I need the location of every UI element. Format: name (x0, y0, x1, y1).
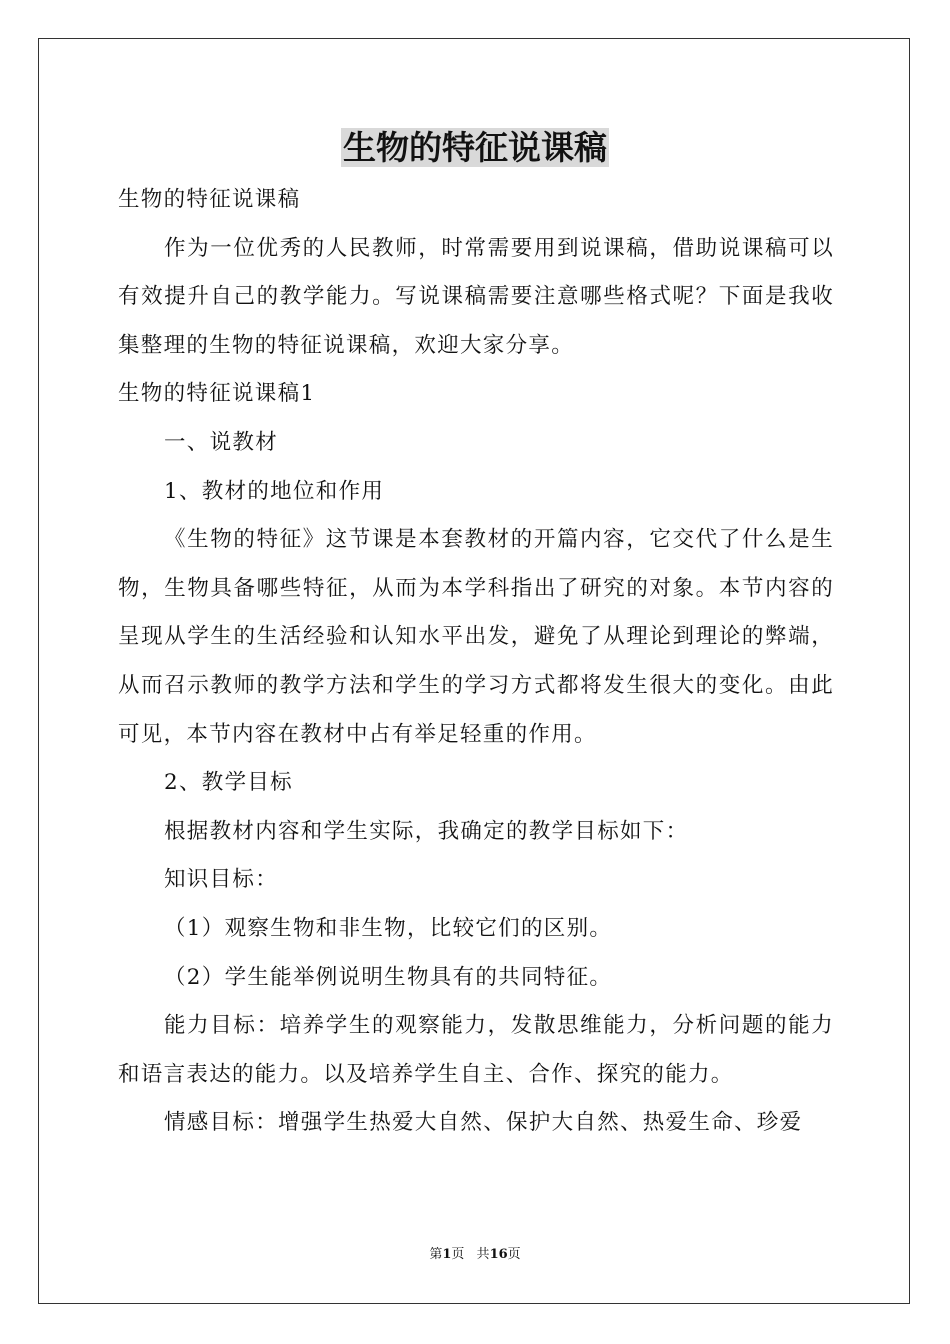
page-prefix: 第 (429, 1247, 443, 1262)
total-pages: 16 (489, 1247, 508, 1262)
total-indicator (477, 1247, 521, 1262)
paragraph: 情感目标：增强学生热爱大自然、保护大自然、热爱生命、珍爱 (164, 1110, 803, 1136)
paragraph: 能力目标：培养学生的观察能力，发散思维能力，分析问题的能力和语言表达的能力。以及培养学生自主、合作、探究的能力。 (118, 1013, 834, 1087)
total-suffix: 页 (507, 1247, 521, 1262)
paragraph: 2、教学目标 (164, 770, 293, 796)
paragraph: 根据教材内容和学生实际，我确定的教学目标如下： (164, 818, 689, 844)
section-heading: 生物的特征说课稿1 (118, 381, 316, 407)
document-body (118, 176, 834, 1148)
paragraph: 知识目标： (164, 867, 279, 893)
paragraph: 《生物的特征》这节课是本套教材的开篇内容，它交代了什么是生物，生物具备哪些特征，从而为本学科指出了研究的对象。本节内容的呈现从学生的生活经验和认知水平出发，避免了从理论到理论的弊端，从而召示教师的教学方法和学生的学习方式都将发生很大的变化。由此可见，本节内容在教材中占有举足轻重的作用。 (118, 527, 834, 747)
paragraph: 一、说教材 (164, 429, 279, 455)
document-title-text: 生物的特征说课稿 (343, 128, 607, 167)
total-prefix: 共 (476, 1247, 490, 1262)
paragraph: 作为一位优秀的人民教师，时常需要用到说课稿，借助说课稿可以有效提升自己的教学能力。写说课稿需要注意哪些格式呢？下面是我收集整理的生物的特征说课稿，欢迎大家分享。 (118, 235, 834, 358)
page-footer (0, 1246, 950, 1264)
page-suffix: 页 (451, 1247, 465, 1262)
paragraph: 生物的特征说课稿 (118, 187, 301, 212)
document-title (0, 126, 950, 170)
paragraph: （1）观察生物和非生物，比较它们的区别。 (164, 915, 613, 941)
paragraph: （2）学生能举例说明生物具有的共同特征。 (164, 964, 613, 990)
page-indicator (429, 1247, 464, 1262)
paragraph: 1、教材的地位和作用 (164, 478, 385, 504)
page-number: 1 (442, 1247, 452, 1262)
